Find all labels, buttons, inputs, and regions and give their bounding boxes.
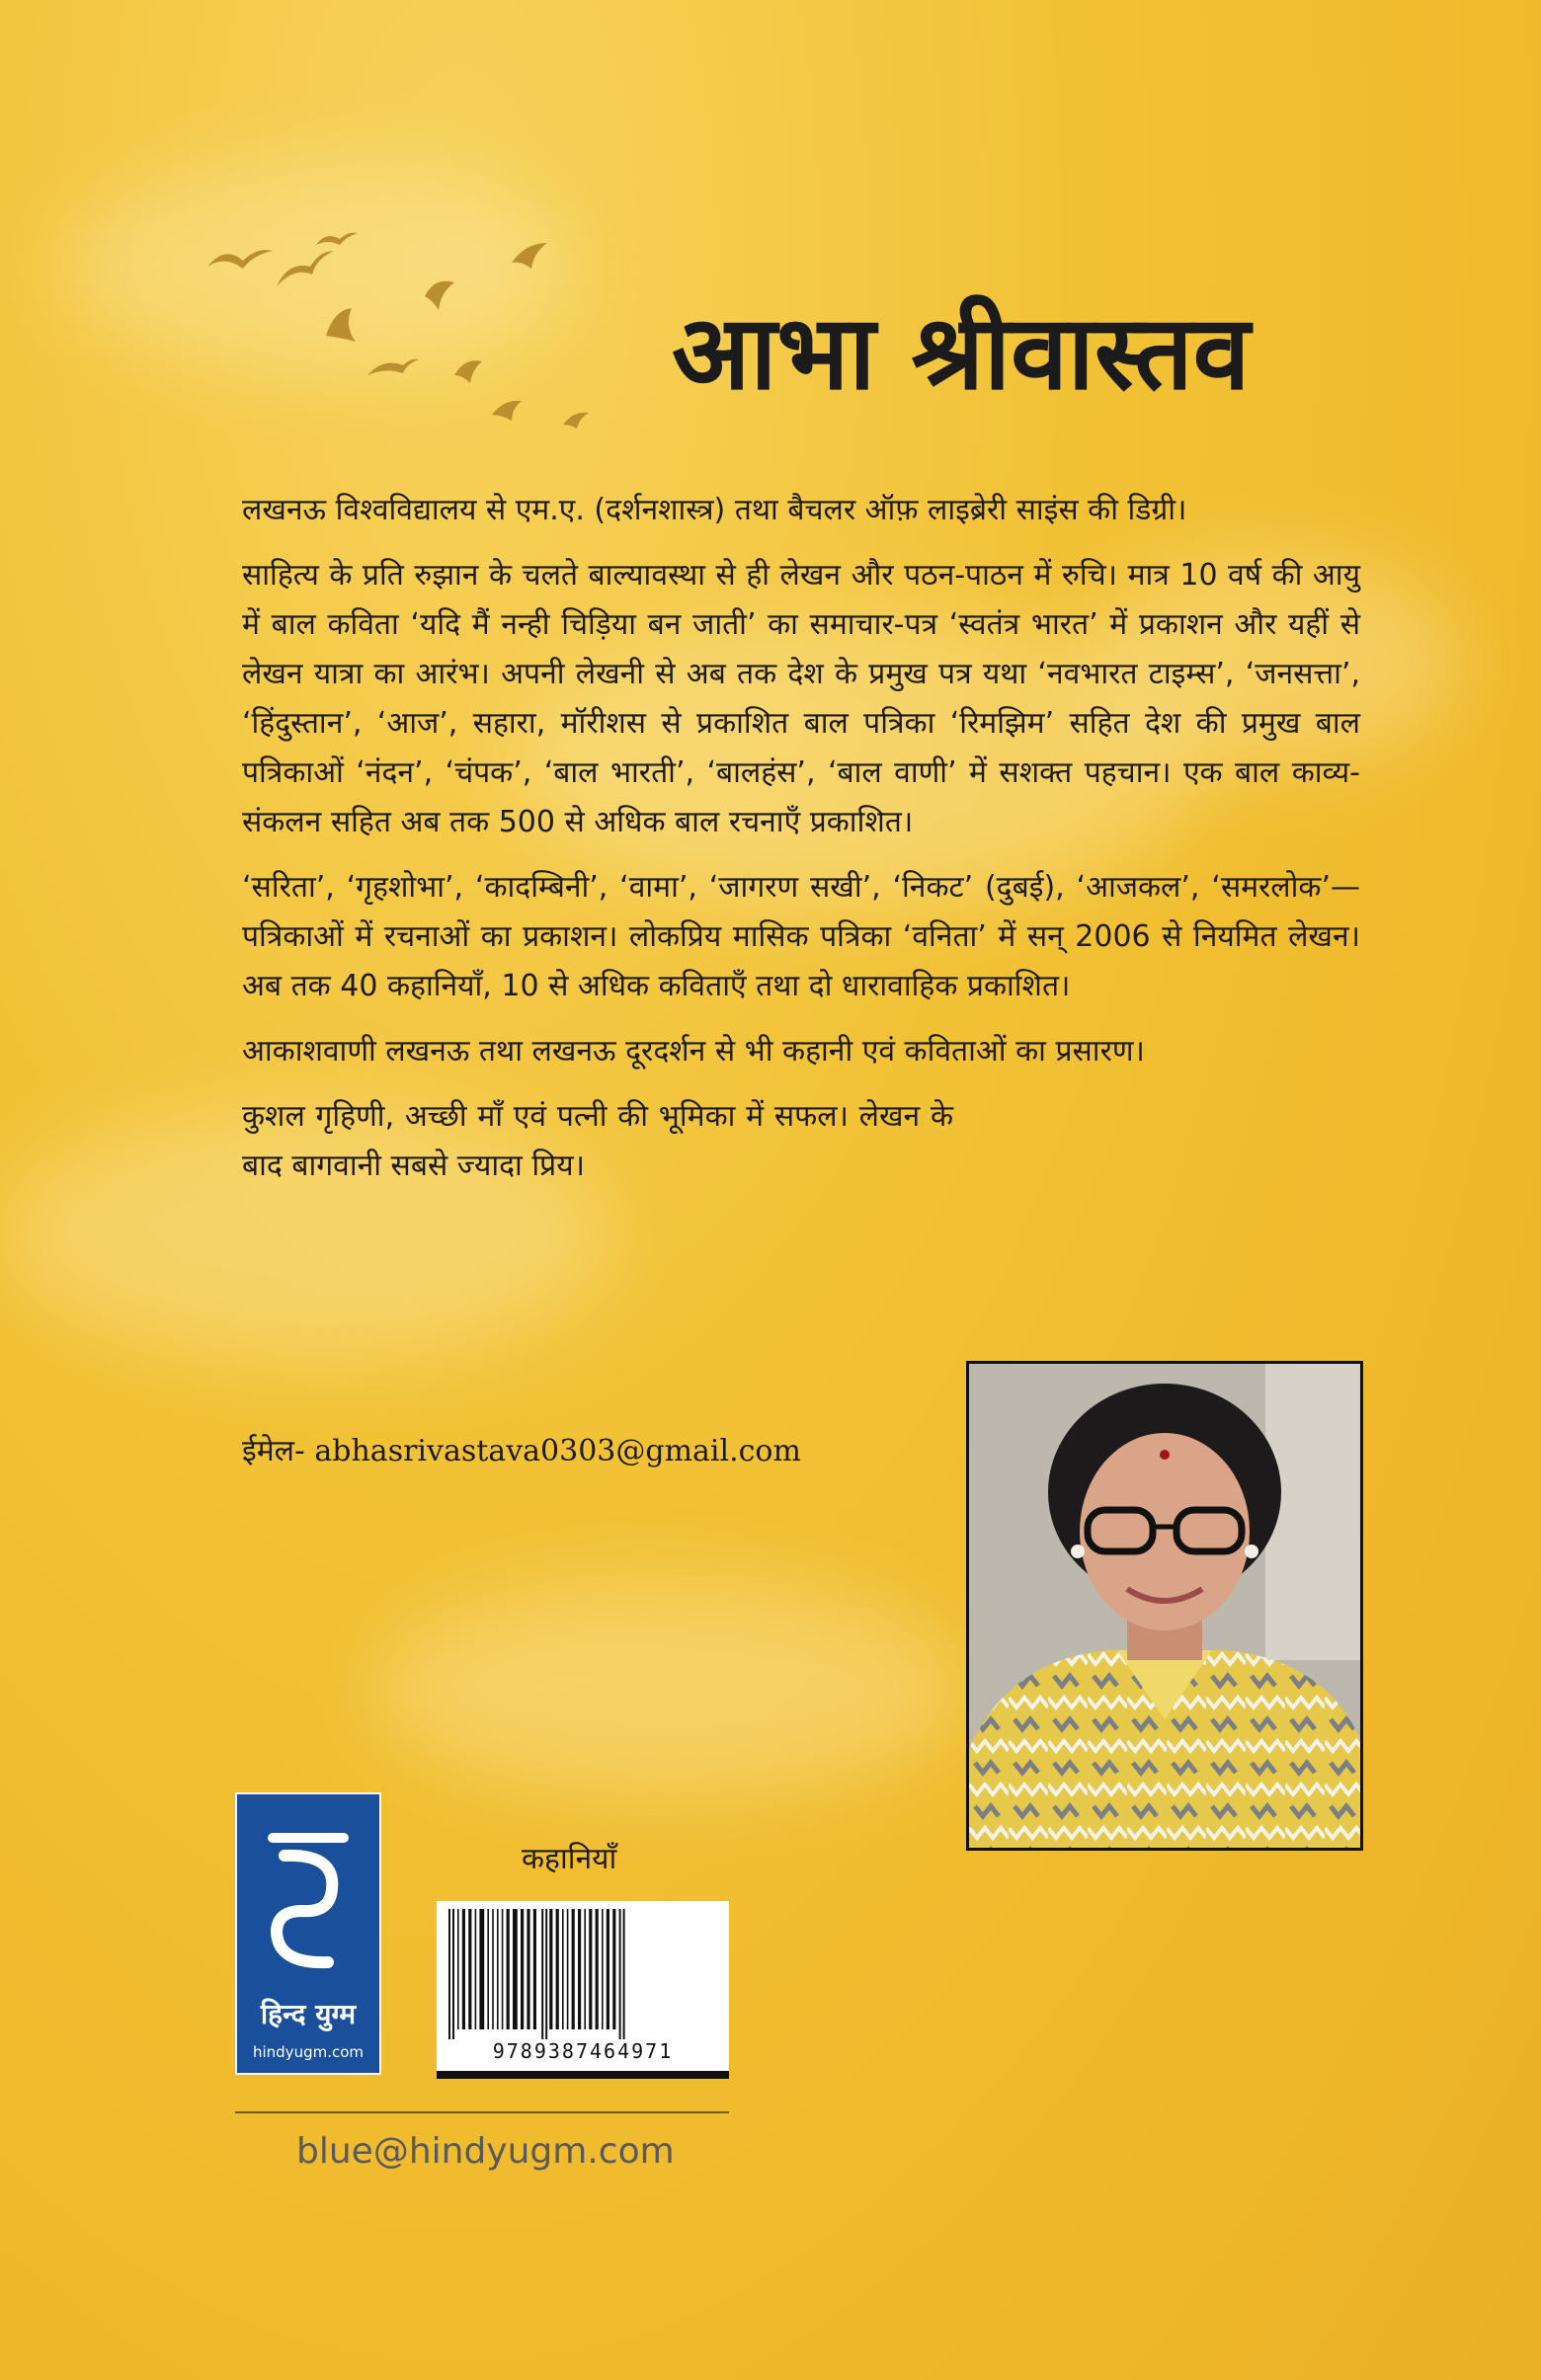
bird-icon — [492, 401, 522, 421]
barcode-bar — [602, 1909, 604, 2029]
barcode-bar — [556, 1909, 559, 2029]
isbn-barcode — [437, 1901, 729, 2079]
bird-icon — [316, 233, 358, 245]
bird-icon — [326, 308, 356, 342]
bio-paragraph: लखनऊ विश्वविद्यालय से एम.ए. (दर्शनशास्त्र) तथा बैचलर ऑफ़ लाइब्रेरी साइंस की डिग्री। — [242, 493, 1187, 527]
publisher-name: हिन्द युग्म — [260, 1998, 357, 2030]
barcode-bar — [541, 1909, 543, 2039]
barcode-bar — [452, 1909, 454, 2039]
author-email: abhasrivastava0303@gmail.com — [314, 1434, 801, 1468]
author-bio — [242, 486, 1360, 1207]
barcode-bar — [612, 1909, 615, 2029]
bird-icon — [277, 251, 334, 286]
barcode-bar — [507, 1909, 510, 2029]
cloud-shape — [375, 1580, 968, 1797]
book-genre: कहानियाँ — [522, 1842, 617, 1876]
barcode-bar — [448, 1909, 450, 2039]
barcode-bar — [545, 1909, 547, 2039]
author-name-heading: आभा श्रीवास्तव — [672, 292, 1251, 413]
bird-icon — [367, 359, 419, 375]
bio-paragraph: आकाशवाणी लखनऊ तथा लखनऊ दूरदर्शन से भी कहानी एवं कविताओं का प्रसारण। — [242, 1034, 1145, 1069]
publisher-email: blue@hindyugm.com — [296, 2131, 675, 2172]
flying-birds-illustration — [198, 227, 612, 464]
author-email-line — [242, 1427, 801, 1476]
barcode-bar — [475, 1909, 477, 2029]
bird-icon — [425, 281, 454, 310]
barcode-bar — [468, 1909, 471, 2029]
bio-paragraph: ‘सरिता’, ‘गृहशोभा’, ‘कादम्बिनी’, ‘वामा’, ‘जागरण सखी’, ‘निकट’ (दुबई), ‘आजकल’, ‘समरलोक’— पत्रिकाओं में रचनाओं का प्रकाशन। लोकप्रिय मासिक पत्रिका ‘वनिता’ में सन् 2006 से नियमित लेखन। अब तक 40 कहानियाँ, 10 से अधिक कविताएँ तथा दो धारावाहिक प्रकाशित। — [242, 870, 1360, 1003]
barcode-bar — [578, 1909, 581, 2029]
barcode-bar — [487, 1909, 489, 2029]
barcode-bar — [596, 1909, 599, 2029]
barcode-bar — [584, 1909, 586, 2029]
bio-paragraph: साहित्य के प्रति रुझान के चलते बाल्यावस्था से ही लेखन और पठन-पाठन में रुचि। मात्र 10 वर्ष की आयु में बाल कविता ‘यदि मैं नन्ही चिड़िया बन जाती’ का समाचार-पत्र ‘स्वतंत्र भारत’ में प्रकाशन और यहीं से लेखन यात्रा का आरंभ। अपनी लेखनी से अब तक देश के प्रमुख पत्र यथा ‘नवभारत टाइम्स’, ‘जनसत्ता’, ‘हिंदुस्तान’, ‘आज’, सहारा, मॉरीशस से प्रकाशित बाल पत्रिका ‘रिमझिम’ सहित देश की प्रमुख बाल पत्रिकाओं ‘नंदन’, ‘चंपक’, ‘बाल भारती’, ‘बालहंस’, ‘बाल वाणी’ में सशक्त पहचान। एक बाल काव्य-संकलन सहित अब तक 500 से अधिक बाल रचनाएँ प्रकाशित। — [242, 558, 1360, 839]
barcode-bar — [462, 1909, 465, 2029]
bird-icon — [512, 243, 547, 269]
barcode-bar — [572, 1909, 575, 2029]
barcode-bar — [623, 1909, 625, 2039]
email-label: ईमेल- — [242, 1434, 305, 1468]
bird-icon — [563, 413, 589, 429]
bio-paragraph: कुशल गृहिणी, अच्छी माँ एवं पत्नी की भूमिका में सफल। लेखन के बाद बागवानी सबसे ज्यादा प्रिय। — [242, 1099, 953, 1183]
barcode-bar — [497, 1909, 499, 2029]
barcode-bar — [492, 1909, 494, 2029]
barcode-bar — [513, 1909, 518, 2029]
barcode-bars — [445, 1909, 721, 2039]
barcode-bar — [502, 1909, 504, 2029]
barcode-bar — [549, 1909, 552, 2029]
bird-icon — [207, 250, 273, 269]
author-photo — [966, 1361, 1363, 1851]
divider-line — [235, 2111, 729, 2113]
barcode-bar — [562, 1909, 564, 2029]
barcode-bar — [619, 1909, 621, 2039]
barcode-band — [437, 2071, 729, 2079]
barcode-bar — [527, 1909, 529, 2029]
publisher-logo — [235, 1792, 381, 2075]
barcode-bar — [567, 1909, 569, 2029]
barcode-bar — [589, 1909, 592, 2029]
publisher-logo-mark — [237, 1794, 379, 1992]
barcode-bar — [479, 1909, 484, 2029]
portrait-illustration — [969, 1364, 1360, 1848]
barcode-bar — [457, 1909, 459, 2029]
barcode-bar — [521, 1909, 524, 2029]
barcode-bar — [607, 1909, 609, 2029]
barcode-bar — [533, 1909, 536, 2029]
isbn-number: 9789387464971 — [492, 2039, 674, 2063]
publisher-website: hindyugm.com — [252, 2043, 365, 2061]
bird-icon — [454, 360, 482, 383]
